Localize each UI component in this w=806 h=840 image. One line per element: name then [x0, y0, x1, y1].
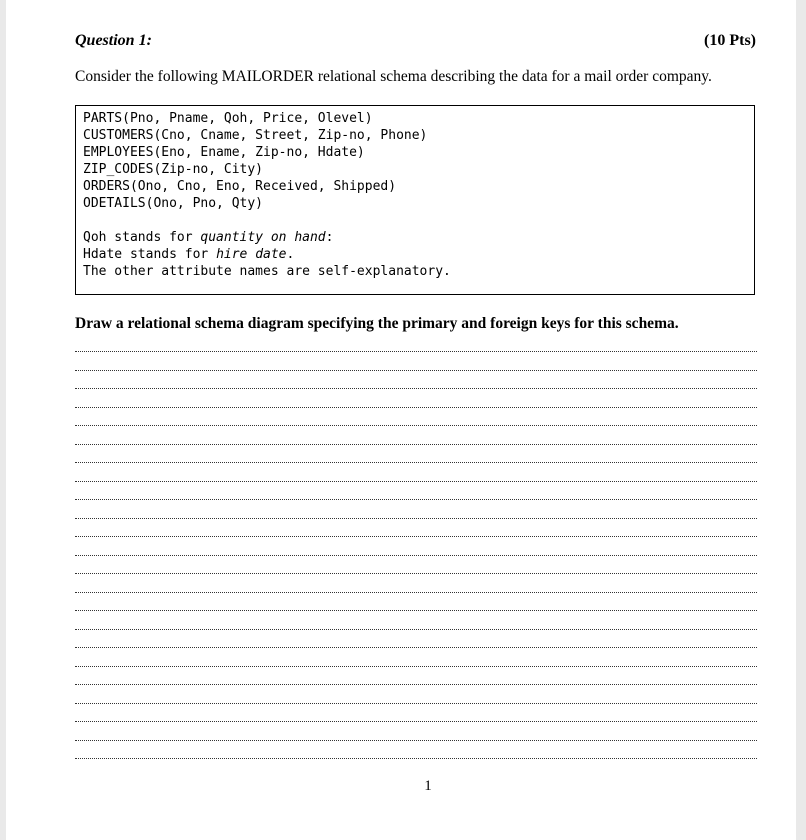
- schema-relation-customers: CUSTOMERS(Cno, Cname, Street, Zip-no, Phone): [83, 128, 428, 143]
- answer-line: [75, 354, 757, 371]
- task-instruction: Draw a relational schema diagram specifying the primary and foreign keys for this schema.: [75, 315, 679, 332]
- question-title: Question 1:: [75, 32, 152, 49]
- answer-line: [75, 557, 757, 574]
- answer-line: [75, 409, 757, 426]
- note-qoh: [83, 229, 747, 246]
- note-hdate-suffix: .: [286, 247, 295, 262]
- answer-line: [75, 705, 757, 722]
- answer-line: [75, 446, 757, 463]
- answer-line: [75, 687, 757, 704]
- answer-line: [75, 483, 757, 500]
- answer-line: [75, 520, 757, 537]
- note-qoh-prefix: Qoh stands for: [83, 230, 201, 245]
- schema-relation-zip-codes: ZIP_CODES(Zip-no, City): [83, 162, 264, 177]
- note-other: The other attribute names are self-explanatory.: [83, 264, 451, 279]
- answer-line: [75, 594, 757, 611]
- answer-line: [75, 372, 757, 389]
- answer-line: [75, 613, 757, 630]
- schema-relation-parts: PARTS(Pno, Pname, Qoh, Price, Olevel): [83, 111, 373, 126]
- schema-relation-employees: EMPLOYEES(Eno, Ename, Zip-no, Hdate): [83, 145, 365, 160]
- schema-spacer: [83, 212, 747, 229]
- answer-line: [75, 724, 757, 741]
- answer-line: [75, 539, 757, 556]
- schema-box: [75, 105, 755, 295]
- answer-line: [75, 742, 757, 759]
- answer-line: [75, 650, 757, 667]
- note-hdate: [83, 246, 747, 263]
- document-page: [6, 0, 796, 840]
- answer-line: [75, 335, 757, 352]
- page-number: 1: [424, 778, 432, 794]
- answer-line: [75, 465, 757, 482]
- question-points: (10 Pts): [704, 32, 756, 49]
- answer-line: [75, 668, 757, 685]
- schema-relation-orders: ORDERS(Ono, Cno, Eno, Received, Shipped): [83, 179, 397, 194]
- answer-area: [75, 335, 757, 761]
- note-hdate-prefix: Hdate stands for: [83, 247, 217, 262]
- answer-line: [75, 391, 757, 408]
- question-intro: Consider the following MAILORDER relational schema describing the data for a mail order company.: [75, 68, 712, 85]
- note-qoh-suffix: :: [325, 230, 334, 245]
- note-hdate-term: hire date: [216, 247, 287, 262]
- answer-line: [75, 428, 757, 445]
- note-qoh-term: quantity on hand: [200, 230, 326, 245]
- schema-relation-odetails: ODETAILS(Ono, Pno, Qty): [83, 196, 264, 211]
- answer-line: [75, 631, 757, 648]
- answer-line: [75, 502, 757, 519]
- answer-line: [75, 576, 757, 593]
